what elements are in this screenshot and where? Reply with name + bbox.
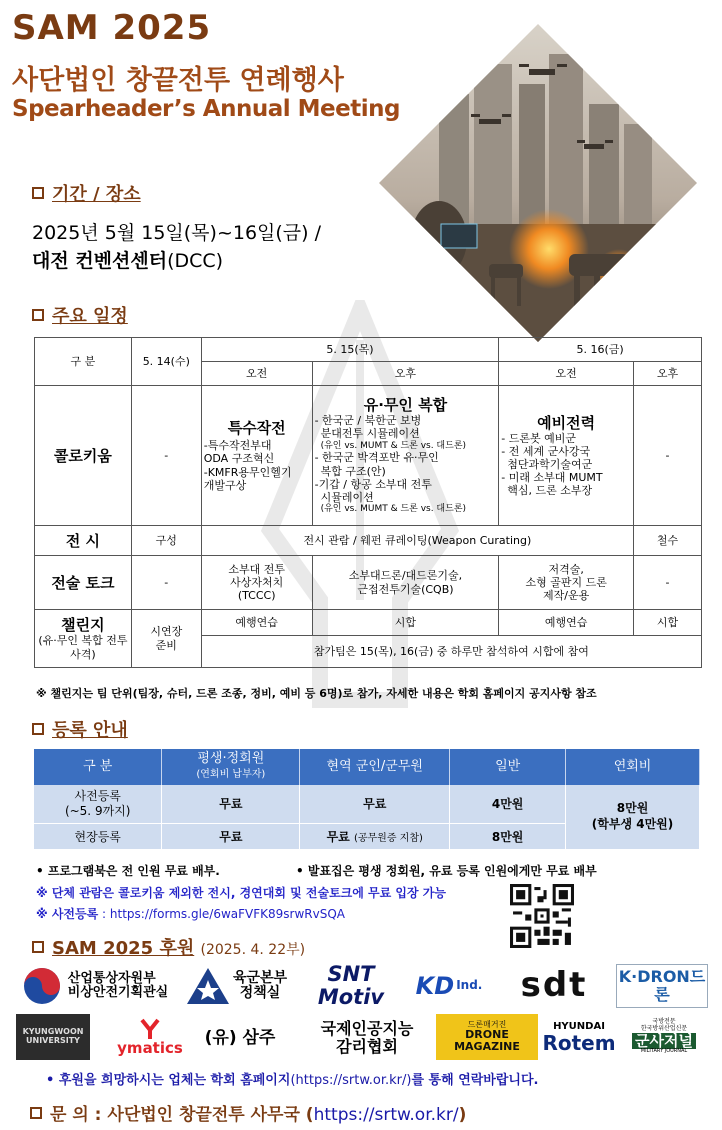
row-challenge-label: 챌린지 (유·무인 복합 전투사격): [35, 610, 132, 668]
sponsor-samju-logo: (유) 삼주: [204, 1027, 276, 1048]
sponsor-sdt-logo: sdt: [520, 965, 588, 1006]
colloquium-day3-pm: -: [634, 386, 702, 526]
row-tactics-label: 전술 토크: [35, 556, 132, 610]
sponsor-kyungwoon-logo: KYUNGWOON UNIVERSITY: [16, 1014, 90, 1060]
sponsor-hyundai-rotem-logo: HYUNDAI Rotem: [542, 1020, 616, 1055]
tactics-day2-pm: 소부대드론/대드론기술, 근접전투기술(CQB): [312, 556, 499, 610]
taegeuk-icon: [22, 966, 62, 1006]
reg-cell-member: 무료: [162, 823, 300, 849]
event-date: 2025년 5월 15일(목)~16일(금) /: [32, 222, 322, 244]
period-section-heading: 기간 / 장소: [32, 180, 141, 206]
qr-code-icon[interactable]: [510, 884, 574, 948]
sponsor-kdron-logo: K·DRON드론: [616, 964, 708, 1008]
schedule-col-label: 구 분: [35, 338, 132, 386]
event-subtitle-en: Spearheader’s Annual Meeting: [12, 96, 400, 122]
registration-table: [34, 749, 700, 850]
tactics-day2-am: 소부대 전투 사상자처치 (TCCC): [201, 556, 312, 610]
challenge-footnote: ※ 챌린지는 팀 단위(팀장, 슈터, 드론 조종, 정비, 예비 등 6명)로 참가, 자세한 내용은 학회 홈페이지 공지사항 참조: [36, 687, 597, 700]
reg-cell-annual-fee: 8만원 (학부생 4만원): [566, 785, 700, 849]
section-box-icon: [32, 309, 44, 321]
sponsor-snt-logo: SNT Motiv: [317, 961, 385, 1009]
challenge-day2-pm: 시합: [312, 610, 499, 636]
sponsor-army-logo: 육군본부 정책실: [178, 962, 294, 1010]
group-free-note: ※ 단체 관람은 콜로키움 제외한 전시, 경연대회 및 전술토크에 무료 입장 가능: [36, 886, 446, 900]
schedule-day2: 5. 15(목): [201, 338, 499, 362]
tactics-day3-am: 저격술, 소형 골판지 드론 제작/운용: [499, 556, 634, 610]
challenge-day2-am: 예행연습: [201, 610, 312, 636]
reg-row-label: 사전등록 (~5. 9까지): [34, 785, 162, 823]
reg-header-military: 현역 군인/군무원: [300, 749, 450, 785]
reg-header-general: 일반: [450, 749, 566, 785]
challenge-day1: 시연장 준비: [131, 610, 201, 668]
challenge-note: 참가팀은 15(목), 16(금) 중 하루만 참석하여 시합에 참여: [201, 636, 701, 668]
ymatics-y-icon: [139, 1018, 161, 1040]
reg-header-member: 평생·정회원 (연회비 납부자): [162, 749, 300, 785]
proceedings-note: • 발표집은 평생 정회원, 유료 등록 인원에게만 무료 배부: [296, 864, 597, 878]
registration-section-heading: 등록 안내: [32, 716, 128, 742]
reg-cell-military: 무료 (공무원증 지참): [300, 823, 450, 849]
colloquium-day2-pm: 유·무인 복합 - 한국군 / 북한군 보병 분대전투 시뮬레이션 (유인 vs. MUMT & 드론 vs. 대드론) - 한국군 박격포반 유·무인 복합 구조(안) -기갑 / 항공 소부대 전투 시뮬레이션 (유인 vs. MUMT & 드론 vs. 대드론): [312, 386, 499, 526]
row-exhibit-label: 전 시: [35, 526, 132, 556]
sponsor-drone-magazine-logo: 드론매거진 DRONE MAGAZINE: [436, 1014, 538, 1060]
reg-cell-military: 무료: [300, 785, 450, 823]
sponsor-request-note: • 후원을 희망하시는 업체는 학회 홈페이지(https://srtw.or.kr/)를 통해 연락바랍니다.: [46, 1073, 539, 1088]
reg-header-annual-fee: 연회비: [566, 749, 700, 785]
schedule-day1: 5. 14(수): [131, 338, 201, 386]
sponsor-military-journal-logo: 국방전문 한국방위산업신문 군사저널 MILITARY JOURNAL: [620, 1014, 708, 1060]
reg-cell-member: 무료: [162, 785, 300, 823]
section-box-icon: [32, 723, 44, 735]
colloquium-day1: -: [131, 386, 201, 526]
exhibit-main: 전시 관람 / 웨펀 큐레이팅(Weapon Curating): [201, 526, 633, 556]
schedule-day3-pm: 오후: [634, 362, 702, 386]
reg-cell-general: 4만원: [450, 785, 566, 823]
schedule-day3-am: 오전: [499, 362, 634, 386]
tactics-day1: -: [131, 556, 201, 610]
sponsor-iaaa-logo: 국제인공지능 감리협회: [320, 1019, 414, 1056]
hero-battle-image: [379, 24, 697, 342]
section-box-icon: [32, 941, 44, 953]
programbook-note: • 프로그램북은 전 인원 무료 배부.: [36, 864, 220, 878]
schedule-table: [34, 337, 702, 668]
schedule-day3: 5. 16(금): [499, 338, 702, 362]
sponsor-ymatics-logo: ymatics: [108, 1014, 192, 1060]
prereg-link[interactable]: ※ 사전등록 : https://forms.gle/6waFVFK89srwRvSQA: [36, 907, 346, 921]
colloquium-day3-am: 예비전력 - 드론봇 예비군 - 전 세계 군사강국 첨단과학기술여군 - 미래 소부대 MUMT 핵심, 드론 소부장: [499, 386, 634, 526]
challenge-day3-am: 예행연습: [499, 610, 634, 636]
event-title: SAM 2025: [12, 8, 212, 48]
sponsor-motie-logo: 산업통상자원부 비상안전기획관실: [16, 962, 174, 1010]
reg-row-label: 현장등록: [34, 823, 162, 849]
exhibit-day1: 구성: [131, 526, 201, 556]
sponsors-section-heading: SAM 2025 후원 (2025. 4. 22부): [32, 934, 305, 960]
event-subtitle-kr: 사단법인 창끝전투 연례행사: [12, 65, 344, 96]
colloquium-day2-am: 특수작전 -특수작전부대 ODA 구조혁신 -KMFR용무인헬기 개발구상: [201, 386, 312, 526]
section-box-icon: [30, 1107, 42, 1119]
exhibit-day3-pm: 철수: [634, 526, 702, 556]
schedule-section-heading: 주요 일정: [32, 302, 128, 328]
inquiry-link[interactable]: https://srtw.or.kr/: [313, 1105, 459, 1125]
schedule-day2-pm: 오후: [312, 362, 499, 386]
section-box-icon: [32, 187, 44, 199]
inquiry-line: 문 의 : 사단법인 창끝전투 사무국 (https://srtw.or.kr/): [30, 1100, 466, 1125]
sponsor-kd-logo: KD Ind.: [415, 971, 483, 1000]
reg-cell-general: 8만원: [450, 823, 566, 849]
row-colloquium-label: 콜로키움: [35, 386, 132, 526]
tactics-day3-pm: -: [634, 556, 702, 610]
army-star-icon: [185, 966, 231, 1006]
event-venue: 대전 컨벤션센터(DCC): [32, 250, 224, 272]
reg-header-category: 구 분: [34, 749, 162, 785]
schedule-day2-am: 오전: [201, 362, 312, 386]
challenge-day3-pm: 시합: [634, 610, 702, 636]
